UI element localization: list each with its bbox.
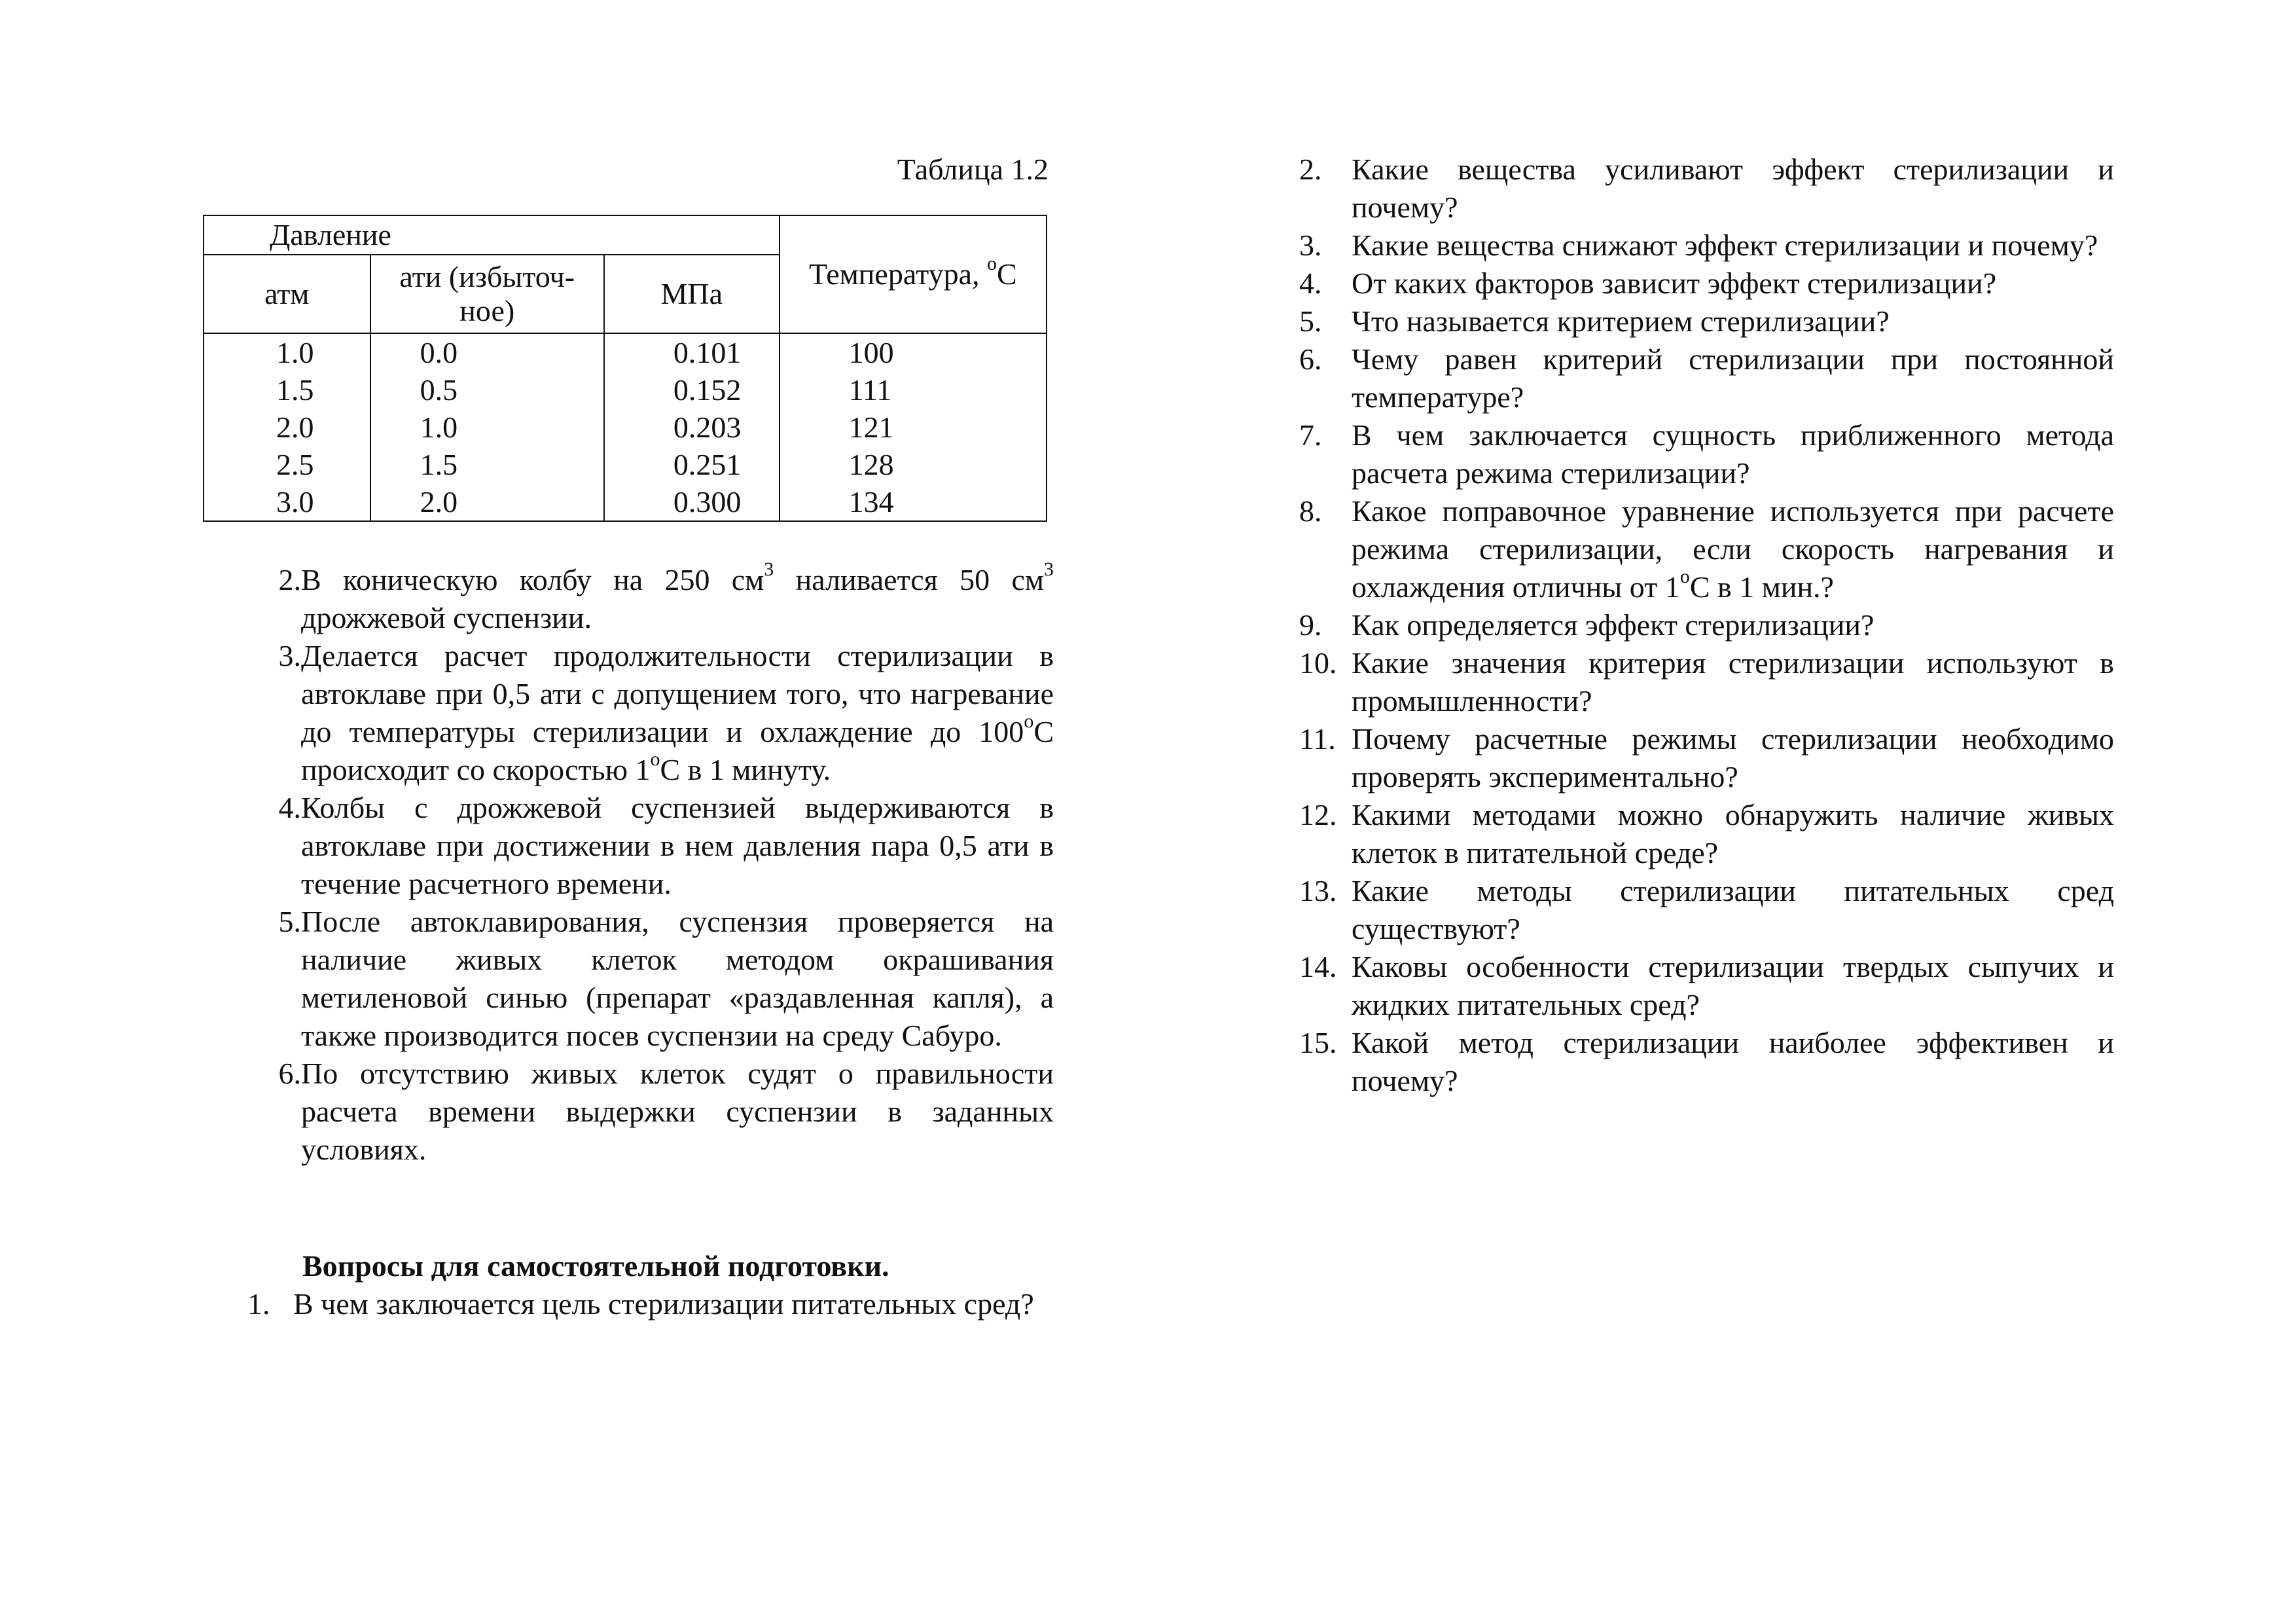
cell-atm: 1.0 (204, 333, 370, 371)
text-fragment: наливается 50 см (774, 563, 1044, 596)
text-fragment: В коническую колбу на 250 см (301, 563, 764, 596)
cell-temp: 121 (780, 409, 1047, 446)
cell-mpa: 0.251 (604, 446, 780, 483)
table-body (204, 333, 1047, 521)
mpa-header: МПа (604, 255, 780, 333)
text-fragment: Какое поправочное уравнение используется при расчете режима стерилизации, если скорость нагревания и охлаждения отличны от 1 (1352, 494, 2114, 604)
superscript: o (1024, 710, 1034, 732)
question-text: Какие значения критерия стерилизации используют в промышленности? (1352, 646, 2114, 718)
cell-temp: 111 (780, 371, 1047, 409)
cell-ati: 0.5 (370, 371, 604, 409)
list-item (203, 903, 1054, 1055)
question-number: 1. (247, 1287, 270, 1321)
cell-ati: 2.0 (370, 483, 604, 521)
question-text: Почему расчетные режимы стерилизации необходимо проверять экспериментально? (1352, 722, 2114, 793)
questions-heading: Вопросы для самостоятельной подготовки. (302, 1249, 889, 1283)
table-caption: Таблица 1.2 (897, 153, 1049, 186)
table-row (204, 333, 1047, 371)
question-number: 11. (1299, 722, 1336, 756)
question-item (1299, 1024, 2114, 1100)
question-item (1299, 340, 2114, 416)
question-item (1299, 796, 2114, 872)
text-fragment: С в 1 минуту. (660, 753, 831, 786)
table-row (204, 371, 1047, 409)
table-row (204, 446, 1047, 483)
question-text: Чему равен критерий стерилизации при постоянной температуре? (1352, 342, 2114, 414)
cell-temp: 100 (780, 333, 1047, 371)
question-item (203, 1285, 1054, 1323)
temperature-header: Температура, $^o$С (780, 215, 1047, 333)
question-number: 14. (1299, 950, 1337, 983)
atm-header: атм (204, 255, 370, 333)
list-item (203, 637, 1054, 789)
question-item (1299, 606, 2114, 644)
question-text: Каковы особенности стерилизации твердых сыпучих и жидких питательных сред? (1352, 950, 2114, 1021)
question-text: От каких факторов зависит эффект стерилизации? (1352, 266, 1997, 300)
question-item (1299, 644, 2114, 720)
question-text: В чем заключается цель стерилизации питательных сред? (293, 1287, 1034, 1321)
ati-header: ати (избыточ- ное) (370, 255, 604, 333)
question-number: 13. (1299, 874, 1337, 907)
question-number: 6. (1299, 342, 1322, 376)
item-text (301, 558, 1054, 637)
list-item (203, 558, 1054, 637)
pressure-group-header: Давление (204, 215, 780, 255)
list-item (203, 1055, 1054, 1169)
cell-mpa: 0.203 (604, 409, 780, 446)
question-text: Как определяется эффект стерилизации? (1352, 608, 1874, 642)
item-number: 5. (278, 905, 301, 938)
question-item (1299, 872, 2114, 948)
item-text: После автоклавирования, суспензия проверяется на наличие живых клеток методом окрашивания метиленовой синью (препарат «раздавленная капля), а также производится посев суспензии на среду Сабуро. (301, 905, 1054, 1052)
list-item (203, 789, 1054, 903)
question-text (1352, 492, 2114, 606)
superscript: 3 (764, 558, 774, 580)
cell-mpa: 0.300 (604, 483, 780, 521)
cell-temp: 134 (780, 483, 1047, 521)
cell-atm: 3.0 (204, 483, 370, 521)
procedure-steps (203, 558, 1054, 1169)
question-number: 12. (1299, 798, 1337, 831)
question-text: Какими методами можно обнаружить наличие живых клеток в питательной среде? (1352, 798, 2114, 869)
cell-temp: 128 (780, 446, 1047, 483)
question-number: 2. (1299, 153, 1322, 186)
questions-list-right (1299, 151, 2114, 1100)
pressure-temperature-table (203, 215, 1047, 522)
question-item (1299, 151, 2114, 227)
question-item (1299, 720, 2114, 796)
right-column (1299, 151, 2114, 1100)
question-number: 15. (1299, 1026, 1337, 1059)
question-text: Какие вещества снижают эффект стерилизации и почему? (1352, 228, 2098, 262)
question-text: Какие методы стерилизации питательных сред существуют? (1352, 874, 2114, 945)
questions-list-left (203, 1285, 1054, 1323)
item-text: По отсутствию живых клеток судят о правильности расчета времени выдержки суспензии в заданных условиях. (301, 1057, 1054, 1166)
item-number: 3. (278, 639, 301, 672)
question-number: 10. (1299, 646, 1337, 680)
question-number: 4. (1299, 266, 1322, 300)
cell-atm: 2.0 (204, 409, 370, 446)
item-text (301, 637, 1054, 789)
left-column (203, 151, 1054, 1323)
cell-atm: 2.5 (204, 446, 370, 483)
text-fragment: дрожжевой суспензии. (301, 601, 592, 634)
question-item (1299, 416, 2114, 492)
item-number: 6. (278, 1057, 301, 1090)
question-text: Какой метод стерилизации наиболее эффективен и почему? (1352, 1026, 2114, 1097)
cell-atm: 1.5 (204, 371, 370, 409)
superscript: o (1679, 566, 1690, 587)
question-number: 8. (1299, 494, 1322, 528)
question-item (1299, 492, 2114, 606)
cell-ati: 1.5 (370, 446, 604, 483)
question-item (1299, 227, 2114, 264)
question-text: В чем заключается сущность приближенного метода расчета режима стерилизации? (1352, 418, 2114, 490)
question-text: Какие вещества усиливают эффект стерилизации и почему? (1352, 153, 2114, 224)
question-number: 7. (1299, 418, 1322, 452)
superscript: 3 (1044, 558, 1054, 580)
superscript: o (650, 748, 660, 770)
question-item (1299, 264, 2114, 302)
item-text: Колбы с дрожжевой суспензией выдерживаются в автоклаве при достижении в нем давления пара 0,5 ати в течение расчетного времени. (301, 791, 1054, 900)
cell-ati: 1.0 (370, 409, 604, 446)
question-number: 5. (1299, 304, 1322, 338)
table-row (204, 409, 1047, 446)
question-text: Что называется критерием стерилизации? (1352, 304, 1890, 338)
text-fragment: С в 1 мин.? (1689, 570, 1834, 604)
question-item (1299, 948, 2114, 1024)
cell-ati: 0.0 (370, 333, 604, 371)
table-row (204, 483, 1047, 521)
cell-mpa: 0.101 (604, 333, 780, 371)
question-number: 3. (1299, 228, 1322, 262)
item-number: 2. (278, 563, 301, 596)
question-item (1299, 302, 2114, 340)
text-fragment: С происходит со скоростью 1 (301, 715, 1054, 786)
item-number: 4. (278, 791, 301, 824)
question-number: 9. (1299, 608, 1322, 642)
cell-mpa: 0.152 (604, 371, 780, 409)
text-fragment: Делается расчет продолжительности стерилизации в автоклаве при 0,5 ати с допущением того, что нагревание до температуры стерилизации и охлаждение до 100 (301, 639, 1054, 748)
